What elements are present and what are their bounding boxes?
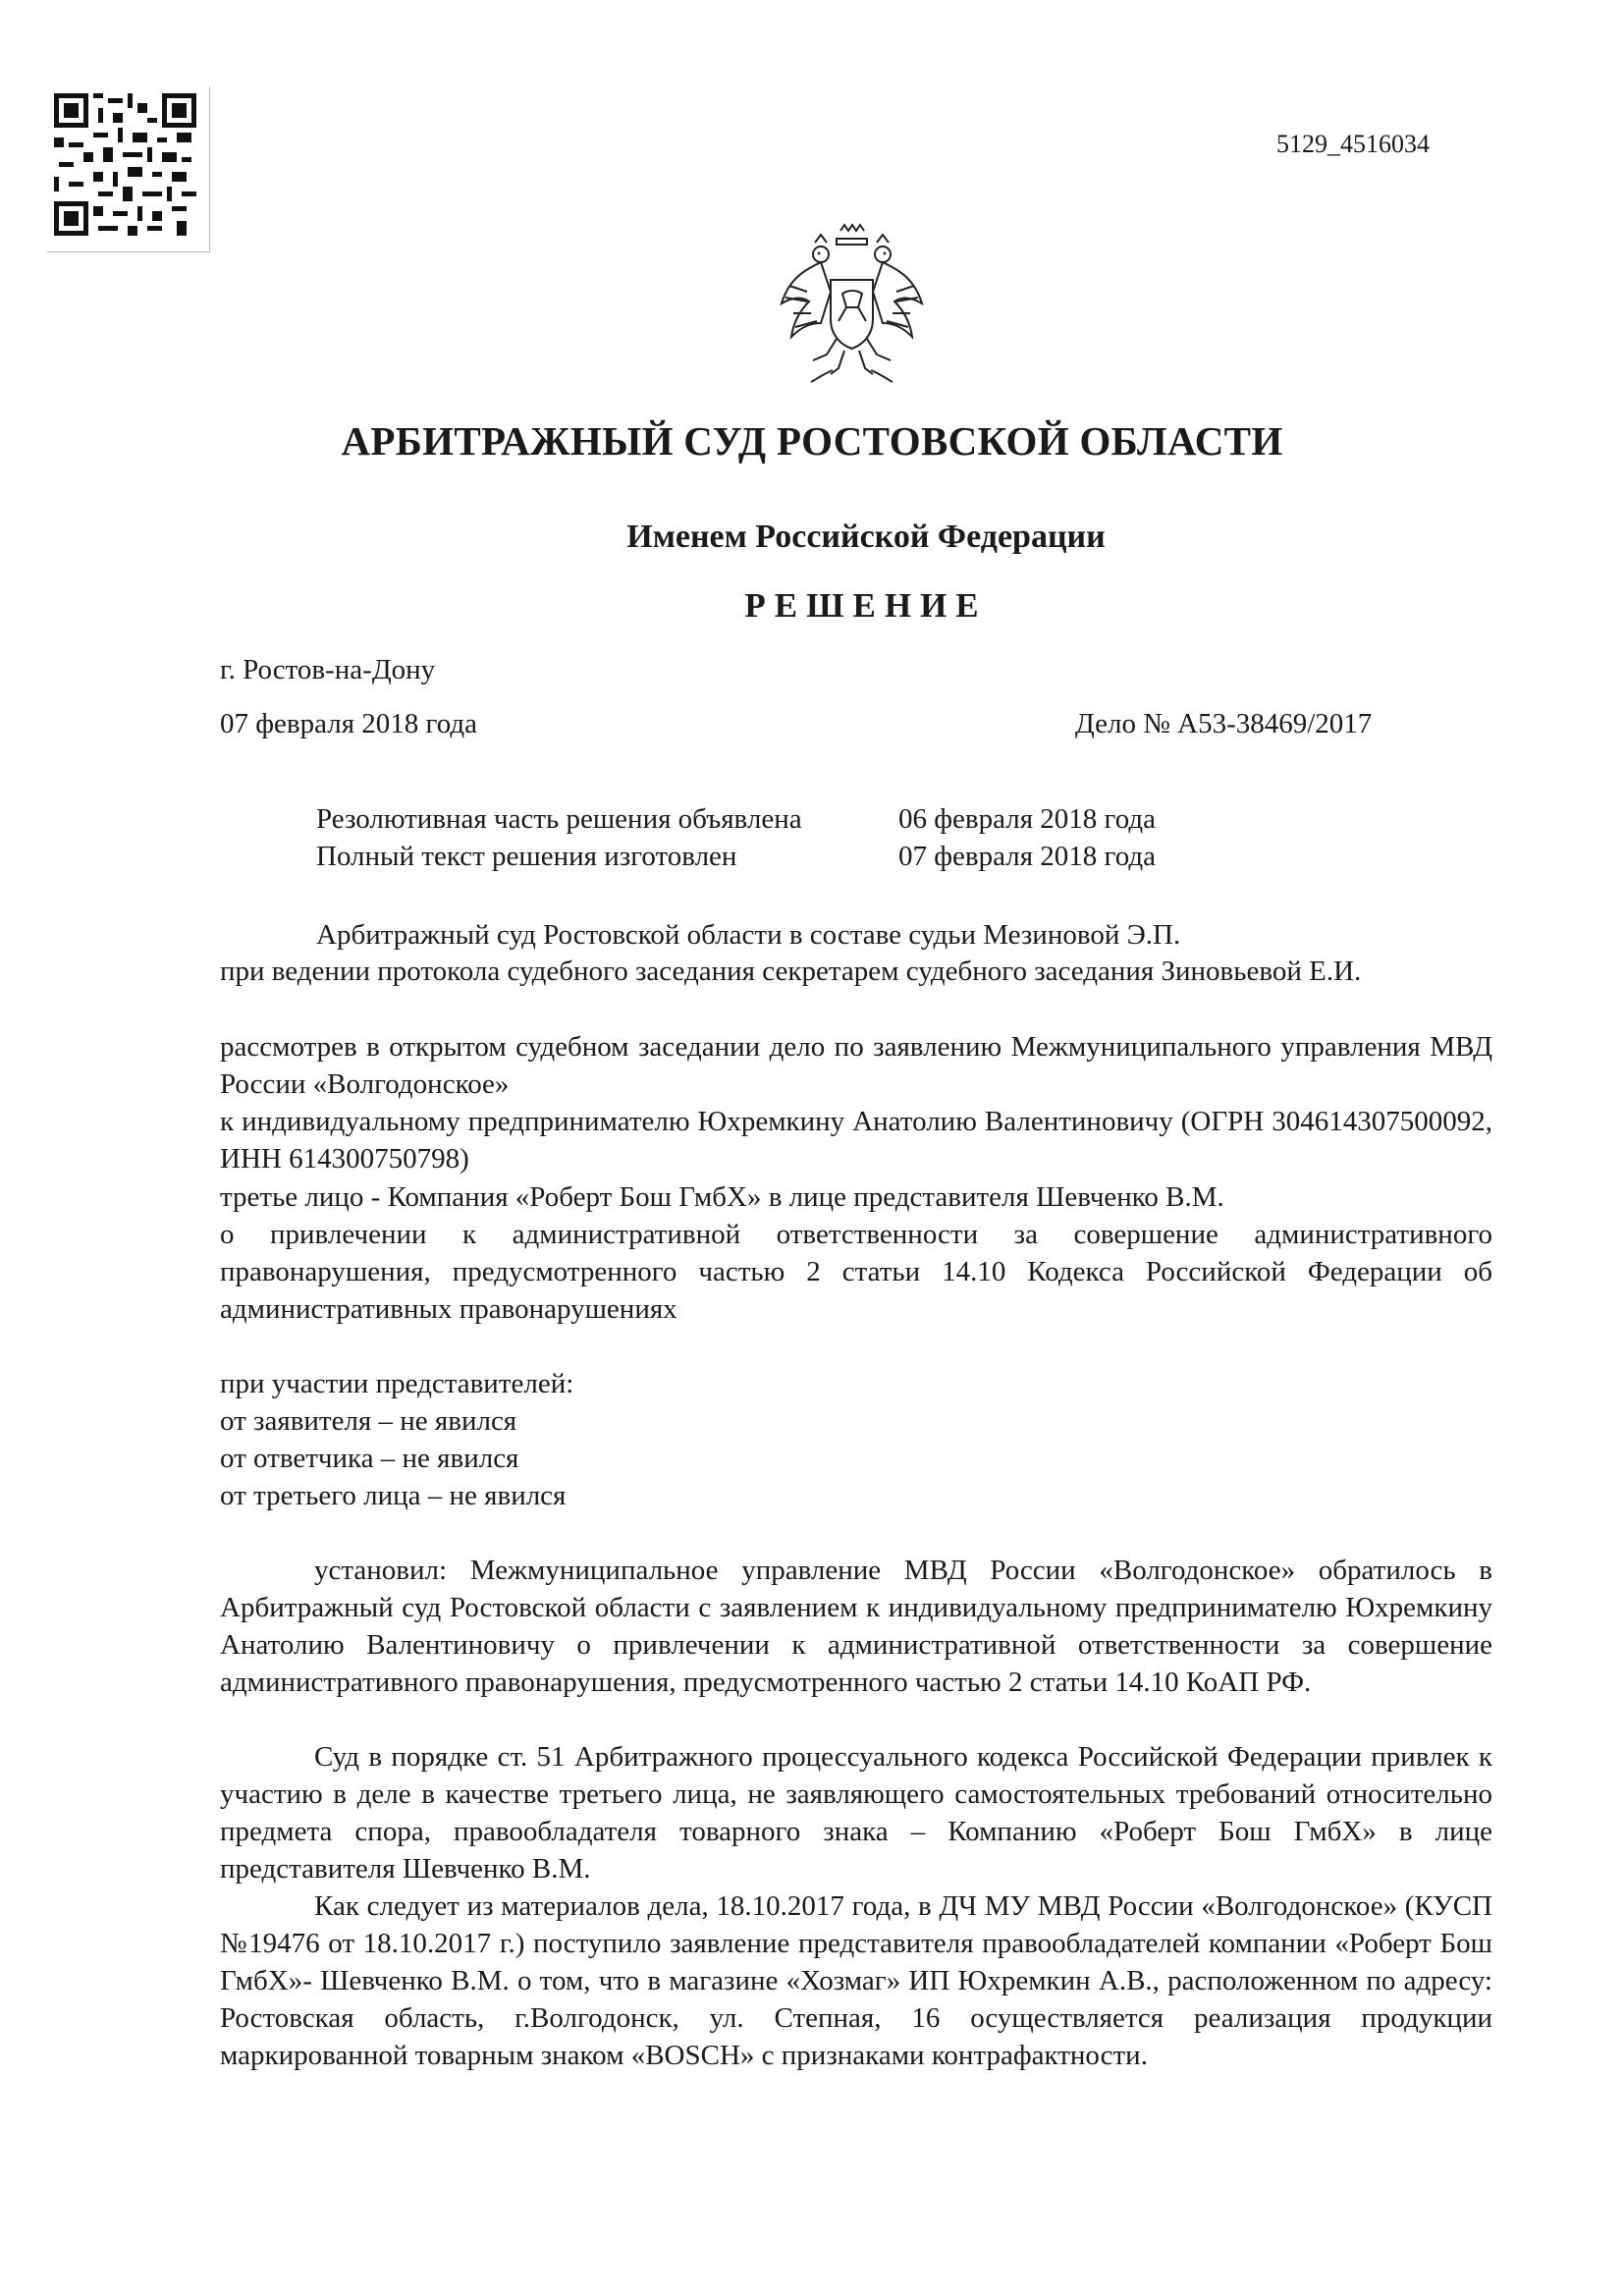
document-code: 5129_4516034 (1276, 130, 1430, 158)
full-text-date: 07 февраля 2018 года (898, 841, 1157, 872)
participants-heading: при участии представителей: (220, 1368, 574, 1399)
city: г. Ростов-на-Дону (220, 654, 436, 685)
decision-date: 07 февраля 2018 года (220, 708, 478, 739)
qr-code-icon (54, 93, 196, 236)
court-composition: Арбитражный суд Ростовской области в составе судьи Мезиновой Э.П. (316, 919, 1181, 951)
resolution-label: Резолютивная часть решения объявлена (316, 803, 802, 835)
case-number: Дело № А53-38469/2017 (1075, 708, 1373, 739)
third-party-line: третье лицо - Компания «Роберт Бош ГмбХ» в лице представителя Шевченко В.М. (220, 1181, 1224, 1213)
paragraph-third-party: Суд в порядке ст. 51 Арбитражного процессуального кодекса Российской Федерации привлек к участию в деле в качестве третьего лица, не заявляющего самостоятельных требований относительно предмета спора, правообладателя товарного знака – Компанию «Роберт Бош ГмбХ» в лице представителя Шевченко В.М. (220, 1741, 1492, 1885)
coat-of-arms-icon (776, 221, 928, 386)
full-text-label: Полный текст решения изготовлен (316, 841, 737, 872)
in-name-heading: Именем Российской Федерации (626, 519, 1106, 555)
paragraph-materials: Как следует из материалов дела, 18.10.2017 года, в ДЧ МУ МВД России «Волгодонское» (КУСП №19476 от 18.10.2017 г.) поступило заявление представителя правообладателей компании «Роберт Бош ГмбХ»- Шевченко В.М. о том, что в магазине «Хозмаг» ИП Юхремкин А.В., расположенном по адресу: Ростовская область, г.Волгодонск, ул. Степная, 16 осуществляется реализация продукции маркированной товарным знаком «BOSCH» с признаками контрафактности. (220, 1890, 1492, 2071)
participant-applicant: от заявителя – не явился (220, 1405, 517, 1437)
decision-title: РЕШЕНИЕ (744, 586, 988, 625)
subject-line: о привлечении к административной ответственности за совершение административного правонарушения, предусмотренного частью 2 статьи 14.10 Кодекса Российской Федерации об административных правонарушениях (220, 1219, 1492, 1325)
considered-line: рассмотрев в открытом судебном заседании дело по заявлению Межмуниципального управления МВД России «Волгодонское» (220, 1031, 1492, 1100)
participant-third: от третьего лица – не явился (220, 1480, 567, 1511)
participant-respondent: от ответчика – не явился (220, 1443, 519, 1474)
defendant-line: к индивидуальному предпринимателю Юхремкину Анатолию Валентиновичу (ОГРН 304614307500092, ИНН 614300750798) (220, 1106, 1492, 1175)
secretary-line: при ведении протокола судебного заседания секретарем судебного заседания Зиновьевой Е.И. (220, 956, 1362, 987)
court-name: АРБИТРАЖНЫЙ СУД РОСТОВСКОЙ ОБЛАСТИ (341, 418, 1283, 464)
paragraph-established: установил: Межмуниципальное управление МВД России «Волгодонское» обратилось в Арбитражный суд Ростовской области с заявлением к индивидуальному предпринимателю Юхремкину Анатолию Валентиновичу о привлечении к административной ответственности за совершение административного правонарушения, предусмотренного частью 2 статьи 14.10 КоАП РФ. (220, 1555, 1492, 1698)
resolution-date: 06 февраля 2018 года (898, 803, 1157, 835)
